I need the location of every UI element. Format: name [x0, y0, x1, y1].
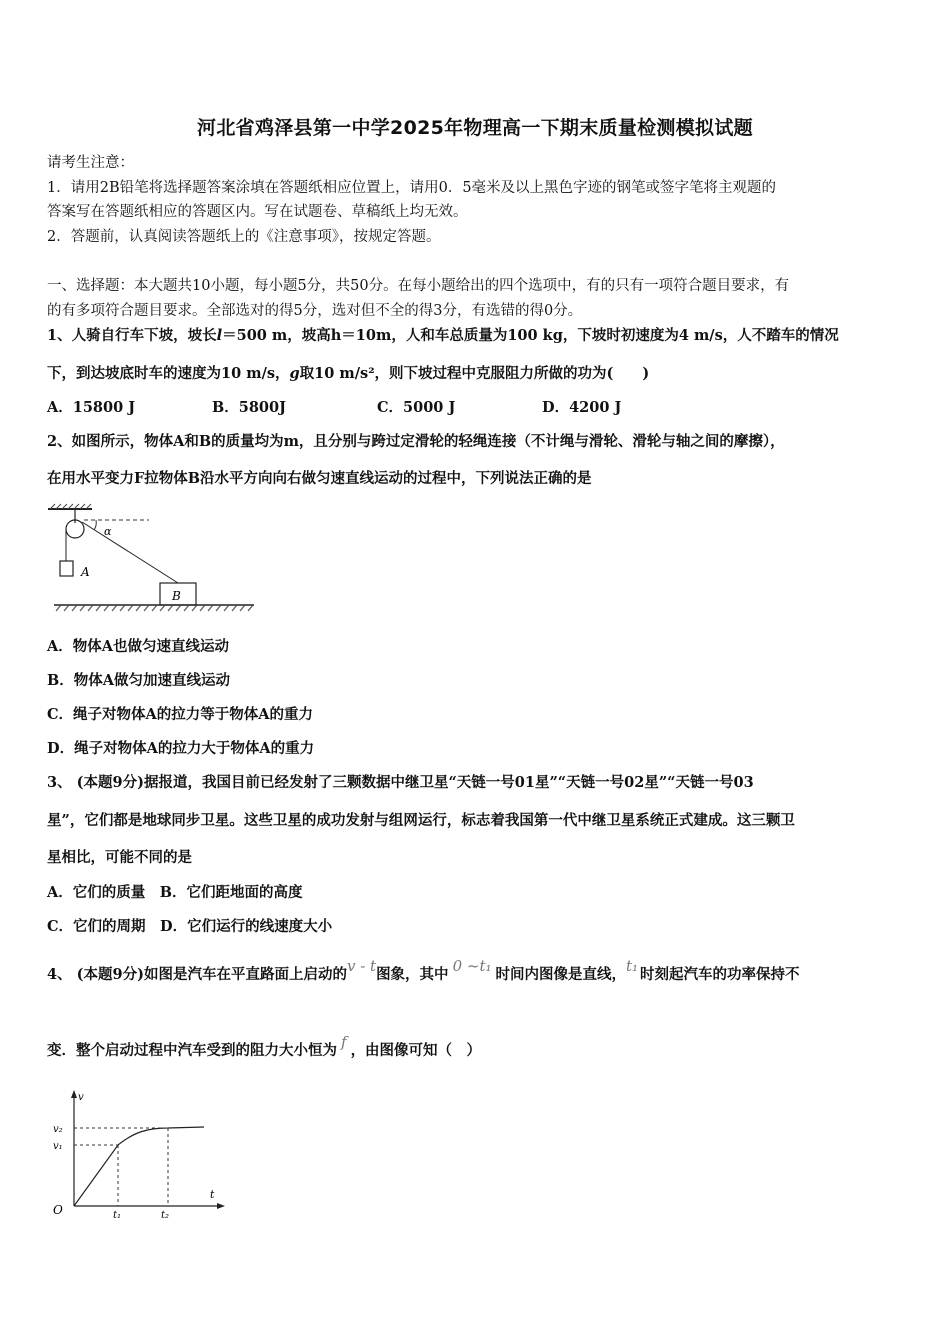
q2-option-a: A．物体A也做匀速直线运动	[47, 638, 229, 655]
pulley-figure	[44, 503, 259, 618]
q4-line-1: 4、 (本题9分)如图是汽车在平直路面上启动的v - t图象，其中 0 ~t₁ 时间内图像是直线，t₁ 时刻起汽车的功率保持不	[47, 957, 800, 983]
q4-line-2: 变．整个启动过程中汽车受到的阻力大小恒为 f ，由图像可知（ ）	[47, 1033, 482, 1059]
q1-option-d: D．4200 J	[542, 399, 622, 416]
section-1-line-1: 一、选择题：本大题共10小题，每小题5分，共50分。在每小题给出的四个选项中，有的只有一项符合题目要求，有	[47, 278, 790, 294]
notice-heading: 请考生注意：	[47, 155, 134, 171]
v2-label: v₂	[53, 1124, 63, 1135]
q1-line-1: 1、人骑自行车下坡，坡长l＝500 m，坡高h＝10m，人和车总质量为100 kg，下坡时初速度为4 m/s，人不踏车的情况	[47, 327, 839, 344]
block-a-label: A	[81, 565, 90, 579]
vt-math: v - t	[346, 957, 377, 975]
alpha-label: α	[104, 525, 112, 538]
q2-line-1: 2、如图所示，物体A和B的质量均为m，且分别与跨过定滑轮的轻绳连接（不计绳与滑轮、滑轮与轴之间的摩擦），	[47, 433, 785, 450]
q3-options-line-2: C．它们的周期 D．它们运行的线速度大小	[47, 918, 333, 935]
notice-item-1-line-1: 1．请用2B铅笔将选择题答案涂填在答题纸相应位置上，请用0．5毫米及以上黑色字迹的钢笔或签字笔将主观题的	[47, 180, 777, 196]
origin-label: O	[53, 1203, 63, 1217]
notice-item-1-line-2: 答案写在答题纸相应的答题区内。写在试题卷、草稿纸上均无效。	[47, 204, 468, 220]
q2-option-d: D．绳子对物体A的拉力大于物体A的重力	[47, 740, 315, 757]
t1-math: t₁	[625, 957, 639, 975]
q2-option-b: B．物体A做匀加速直线运动	[47, 672, 231, 689]
q3-line-2: 星”，它们都是地球同步卫星。这些卫星的成功发射与组网运行，标志着我国第一代中继卫星系统正式建成。这三颗卫	[47, 812, 795, 829]
q3-line-1: 3、 (本题9分)据报道，我国目前已经发射了三颗数据中继卫星“天链一号01星”“天链一号02星”“天链一号03	[47, 774, 754, 791]
q2-option-c: C．绳子对物体A的拉力等于物体A的重力	[47, 706, 314, 723]
t2-label: t₂	[161, 1210, 170, 1221]
notice-item-2: 2．答题前，认真阅读答题纸上的《注意事项》，按规定答题。	[47, 229, 441, 245]
f-math: f	[341, 1033, 347, 1051]
time-interval-math: 0 ~t₁	[452, 957, 492, 975]
q1-line-2: 下，到达坡底时车的速度为10 m/s，g取10 m/s²，则下坡过程中克服阻力所做的功为( )	[47, 365, 650, 382]
q3-line-3: 星相比，可能不同的是	[47, 849, 192, 866]
block-a	[60, 561, 73, 576]
q1-option-b: B．5800J	[212, 399, 286, 416]
q1-option-a: A．15800 J	[47, 399, 136, 416]
axis-t-label: t	[210, 1188, 215, 1201]
exam-title: 河北省鸡泽县第一中学2025年物理高一下期末质量检测模拟试题	[197, 117, 753, 139]
q1-option-c: C．5000 J	[377, 399, 456, 416]
axis-v-label: v	[78, 1092, 84, 1103]
section-1-line-2: 的有多项符合题目要求。全部选对的得5分，选对但不全的得3分，有选错的得0分。	[47, 303, 583, 319]
q3-options-line-1: A．它们的质量 B．它们距地面的高度	[47, 884, 303, 901]
t1-label: t₁	[113, 1210, 122, 1221]
q2-line-2: 在用水平变力F拉物体B沿水平方向向右做匀速直线运动的过程中，下列说法正确的是	[47, 470, 592, 487]
block-b-label: B	[172, 589, 181, 603]
vt-graph	[44, 1088, 229, 1223]
v1-label: v₁	[53, 1141, 63, 1152]
